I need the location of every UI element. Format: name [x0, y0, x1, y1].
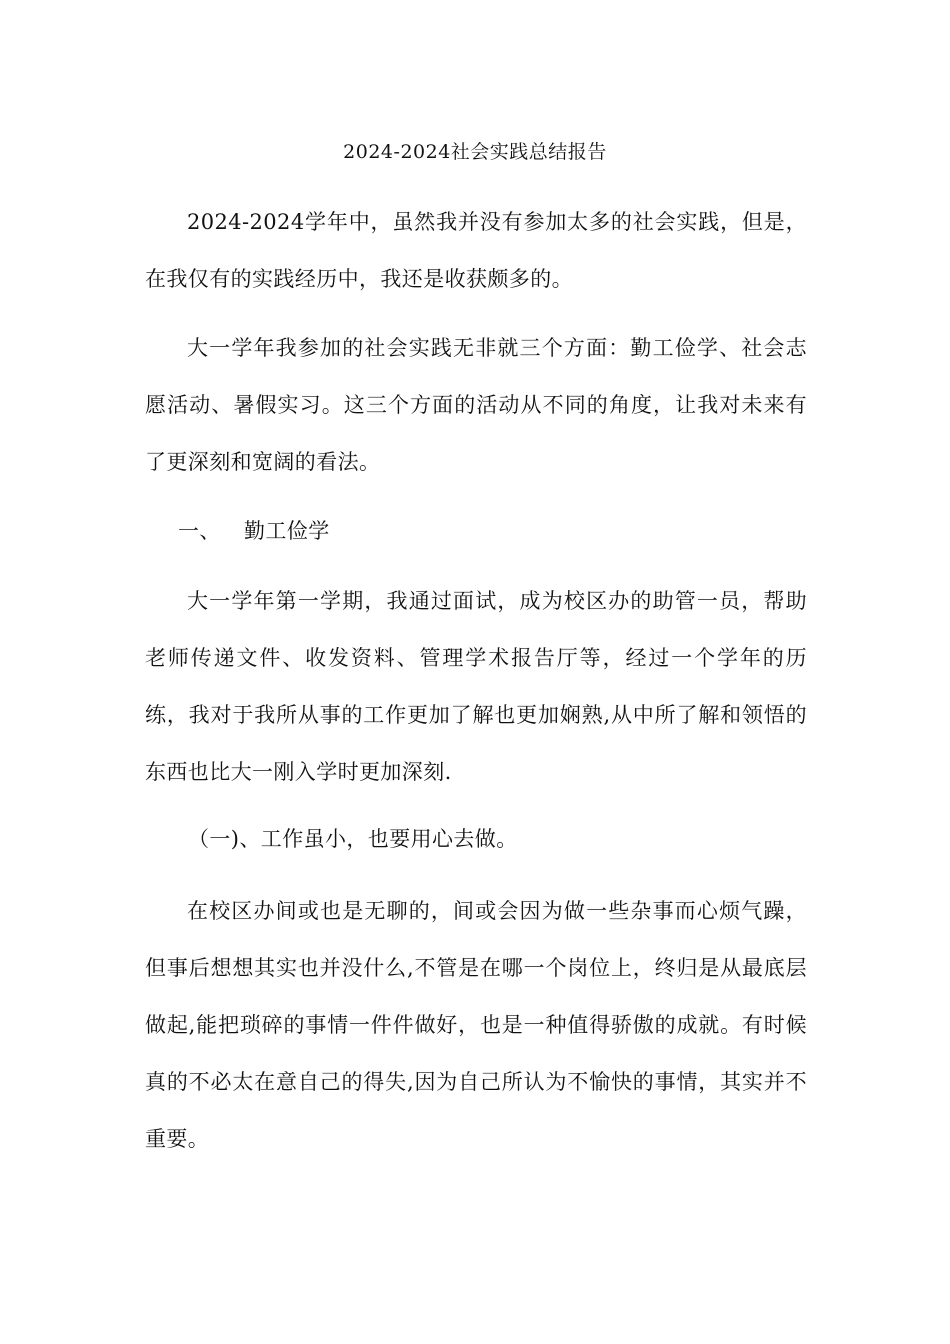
paragraph-work-study: 大一学年第一学期，我通过面试，成为校区办的助管一员，帮助老师传递文件、收发资料、管理学术报告厅等，经过一个学年的历练，我对于我所从事的工作更加了解也更加娴熟,从中所了解和领悟的东西也比大一刚入学时更加深刻. — [145, 589, 807, 784]
paragraph-intro: 2024-2024学年中，虽然我并没有参加太多的社会实践，但是，在我仅有的实践经历中，我还是收获颇多的。 — [145, 210, 807, 291]
section-number: 一、 — [178, 519, 221, 543]
document-title: 2024-2024社会实践总结报告 — [343, 141, 607, 163]
paragraph-reflection: 在校区办间或也是无聊的，间或会因为做一些杂事而心烦气躁，但事后想想其实也并没什么,不管是在哪一个岗位上，终归是从最底层做起,能把琐碎的事情一件件做好，也是一种值得骄傲的成就。有时候真的不必太在意自己的得失,因为自己所认为不愉快的事情，其实并不重要。 — [145, 899, 807, 1151]
section-label: 勤工俭学 — [244, 519, 330, 543]
subsection-heading: （一)、工作虽小，也要用心去做。 — [188, 827, 518, 851]
paragraph-overview: 大一学年我参加的社会实践无非就三个方面：勤工俭学、社会志愿活动、暑假实习。这三个方面的活动从不同的角度，让我对未来有了更深刻和宽阔的看法。 — [145, 336, 807, 474]
section-heading-work-study — [178, 503, 330, 560]
